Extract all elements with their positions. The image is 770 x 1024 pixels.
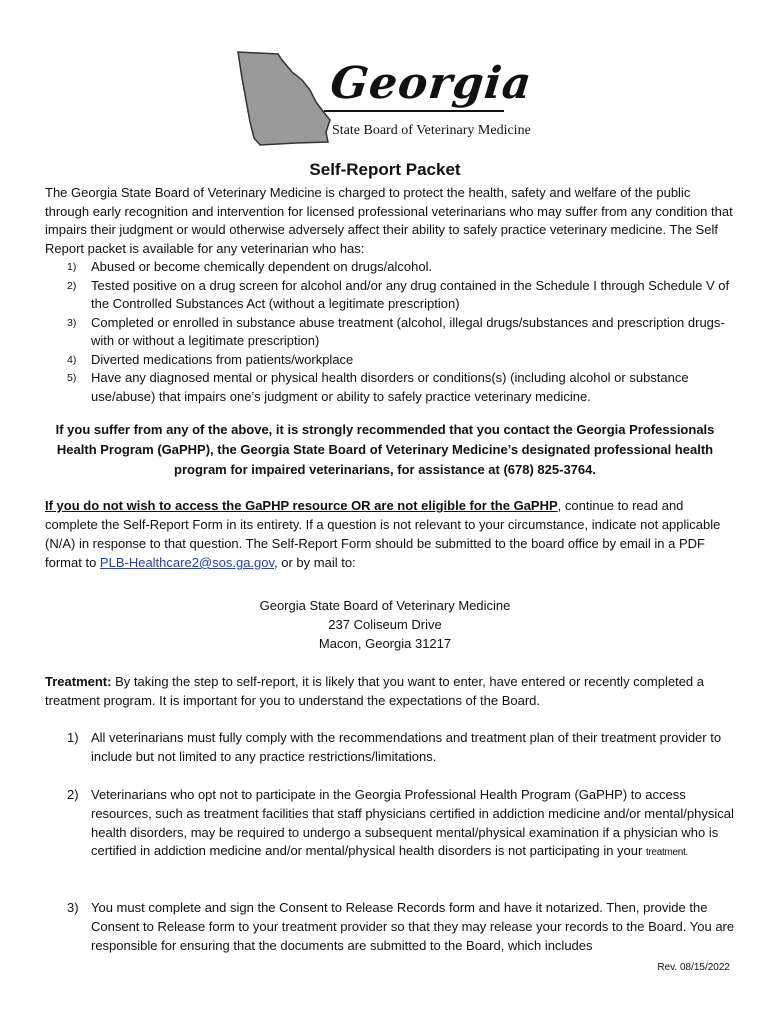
list-text: Diverted medications from patients/workplace (91, 351, 354, 367)
email-link[interactable]: PLB-Healthcare2@sos.ga.gov (99, 555, 275, 570)
treatment-text: By taking the step to self-report, it is likely that you want to enter, have entered or recently completed a treatment program. It is important for you to understand the expectations of the Board. (45, 674, 705, 708)
revision-date: Rev. 08/15/2022 (657, 962, 730, 973)
georgia-board-logo (236, 50, 556, 150)
list-text: Completed or enrolled in substance abuse treatment (alcohol, illegal drugs/substances and prescription drugs-with or without a legitimate prescription) (91, 314, 725, 348)
list-text: Veterinarians who opt not to participate in the Georgia Professional Health Program (GaPHP) to access resources, such as treatment facilities that staff physicians certified in addiction medicine and/or mental/physical health disorders, may be required to undergo a subsequent mental/physical examination if a physician who is certified in addiction medicine and/or mental/physical health disorders is not participating in your (91, 787, 734, 859)
logo-wordmark: Georgia (328, 58, 535, 109)
list-item (45, 277, 735, 314)
treatment-label: Treatment: (45, 674, 112, 689)
list-number: 5) (67, 372, 77, 384)
intro-paragraph: The Georgia State Board of Veterinary Medicine is charged to protect the health, safety and welfare of the public through early recognition and intervention for licensed professional veterinarians who may suffer from any condition that impairs their judgment or would otherwise adversely affect their ability to safely practice veterinary medicine. The Self Report packet is available for any veterinarian who has: (45, 185, 733, 256)
list-item (45, 369, 735, 406)
criteria-list (45, 258, 735, 406)
list-number: 2) (67, 787, 79, 802)
list-text: Have any diagnosed mental or physical health disorders or conditions(s) (including alcohol or substance use/abuse) that impairs one’s judgment or ability to safely practice veterinary medicine. (91, 370, 689, 404)
list-number: 3) (67, 900, 79, 915)
treatment-paragraph (45, 672, 735, 710)
logo-subtitle: State Board of Veterinary Medicine (332, 123, 531, 138)
list-item (45, 786, 735, 863)
list-number: 2) (67, 279, 77, 292)
list-number: 1) (67, 730, 79, 745)
list-number: 3) (67, 316, 77, 329)
expectation-item-2 (45, 786, 735, 863)
list-text: You must complete and sign the Consent to Release Records form and have it notarized. Then, provide the Consent to Release form to your treatment provider so that they may release your records to the Board. You are responsible for ensuring that the documents are submitted to the Board, which includes (91, 900, 735, 953)
address-line-1: Georgia State Board of Veterinary Medicine (259, 598, 511, 613)
logo-divider (324, 110, 504, 112)
optout-paragraph (45, 496, 735, 572)
list-text-tail: treatment. (645, 847, 688, 859)
page-title: Self-Report Packet (309, 160, 461, 179)
list-text: Abused or become chemically dependent on drugs/alcohol. (91, 259, 433, 274)
address-line-3: Macon, Georgia 31217 (318, 636, 452, 651)
expectation-item-3 (45, 899, 735, 955)
optout-tail: , or by mail to: (274, 555, 356, 570)
list-item (45, 314, 735, 351)
list-text: All veterinarians must fully comply with the recommendations and treatment plan of their treatment provider to include but not limited to any practice restrictions/limitations. (91, 730, 722, 764)
gaphp-notice: If you suffer from any of the above, it is strongly recommended that you contact the Georgia Professionals Health Program (GaPHP), the Georgia State Board of Veterinary Medicine’s designated professional health program for impaired veterinarians, for assistance at (678) 825-3764. (55, 422, 715, 477)
list-item (45, 899, 735, 955)
address-line-2: 237 Coliseum Drive (328, 617, 442, 632)
list-item (45, 729, 735, 767)
list-item (45, 351, 735, 370)
expectation-item-1 (45, 729, 735, 767)
list-text: Tested positive on a drug screen for alcohol and/or any drug contained in the Schedule I through Schedule V of the Controlled Substances Act (without a legitimate prescription) (91, 277, 730, 311)
list-number: 1) (67, 261, 77, 273)
optout-text: , continue to read and complete the Self-Report Form in its entirety. If a question is not relevant to your circumstance, indicate not applicable (N/A) in response to that question. The Self-Report Form should be submitted to the board office by email in a PDF format to (45, 498, 721, 570)
optout-lead: If you do not wish to access the GaPHP resource OR are not eligible for the GaPHP (45, 498, 558, 513)
list-item (45, 258, 735, 277)
mailing-address (0, 596, 770, 653)
list-number: 4) (67, 353, 77, 366)
